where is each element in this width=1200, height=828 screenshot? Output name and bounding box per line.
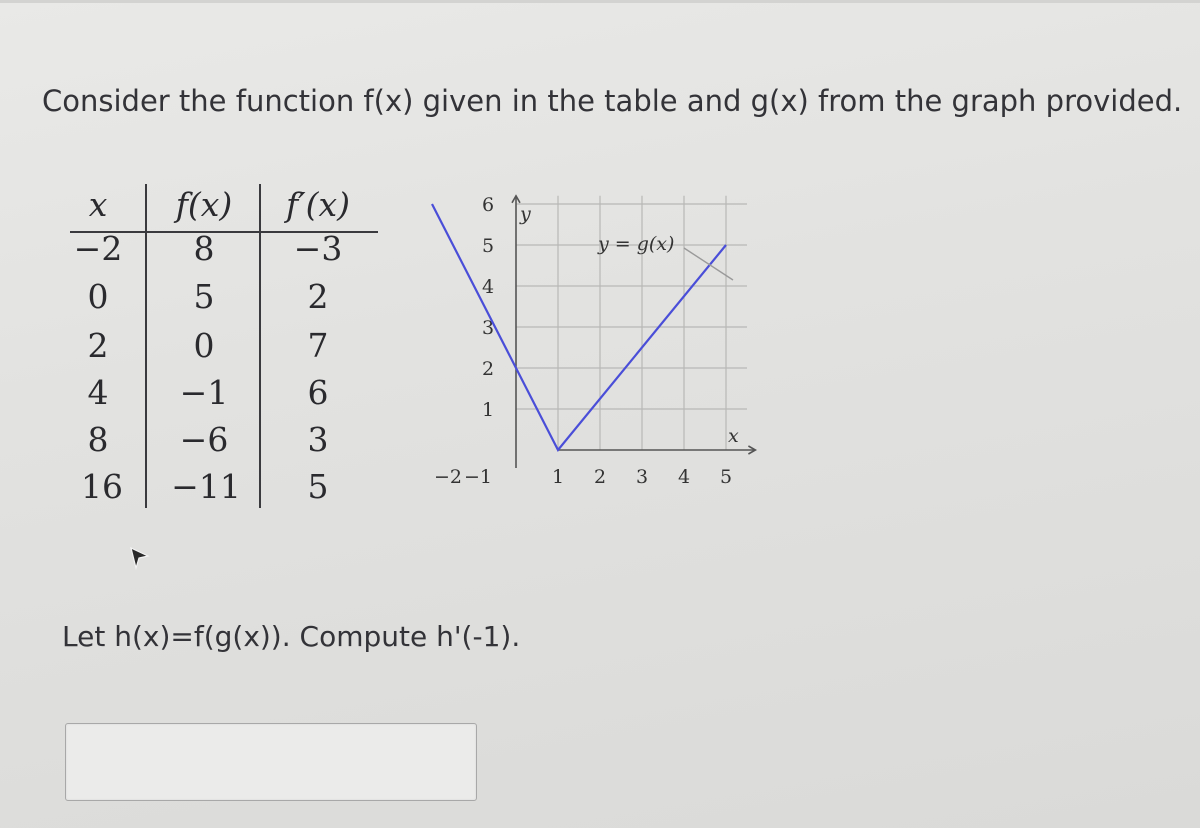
cell-x: 4 xyxy=(87,373,109,412)
x-tick-label: −1 xyxy=(463,466,493,488)
cell-x: 0 xyxy=(87,277,109,316)
answer-input[interactable] xyxy=(65,723,477,801)
header-fprime: f′(x) xyxy=(285,185,351,224)
cell-fx: −1 xyxy=(179,373,229,412)
cell-fprime: 2 xyxy=(307,277,329,316)
header-fx: f(x) xyxy=(175,185,233,224)
x-axis-label: x xyxy=(728,425,739,447)
y-tick-label: 4 xyxy=(481,276,495,298)
cell-fx: −11 xyxy=(171,467,241,506)
y-tick-label: 1 xyxy=(481,399,495,421)
x-tick-label: 1 xyxy=(551,466,565,488)
cell-fprime: −3 xyxy=(293,229,343,268)
cell-x: 16 xyxy=(81,467,123,506)
cell-fx: −6 xyxy=(179,420,229,459)
y-tick-label: 5 xyxy=(481,235,495,257)
cell-fprime: 6 xyxy=(307,373,329,412)
cell-fx: 0 xyxy=(193,326,215,365)
x-tick-label: 5 xyxy=(719,466,733,488)
x-tick-label: 2 xyxy=(593,466,607,488)
g-graph xyxy=(0,0,800,540)
mouse-cursor-icon xyxy=(128,546,150,572)
cell-fprime: 5 xyxy=(307,467,329,506)
cell-x: 8 xyxy=(87,420,109,459)
x-tick-label: −2 xyxy=(433,466,463,488)
cell-fx: 8 xyxy=(193,229,215,268)
cell-fprime: 7 xyxy=(307,326,329,365)
cell-x: −2 xyxy=(73,229,123,268)
graph-ticks xyxy=(434,194,732,488)
x-tick-label: 3 xyxy=(635,466,649,488)
x-tick-label: 4 xyxy=(677,466,691,488)
y-axis-label: y xyxy=(520,203,531,225)
cell-fprime: 3 xyxy=(307,420,329,459)
header-x: x xyxy=(88,185,108,224)
cell-x: 2 xyxy=(87,326,109,365)
cell-fx: 5 xyxy=(193,277,215,316)
question-text: Consider the function f(x) given in the table and g(x) from the graph provided. xyxy=(42,84,1183,118)
y-tick-label: 3 xyxy=(481,317,495,339)
prompt-text: Let h(x)=f(g(x)). Compute h'(-1). xyxy=(62,620,521,653)
y-tick-label: 6 xyxy=(481,194,495,216)
curve-label: y = g(x) xyxy=(598,233,675,255)
y-tick-label: 2 xyxy=(481,358,495,380)
